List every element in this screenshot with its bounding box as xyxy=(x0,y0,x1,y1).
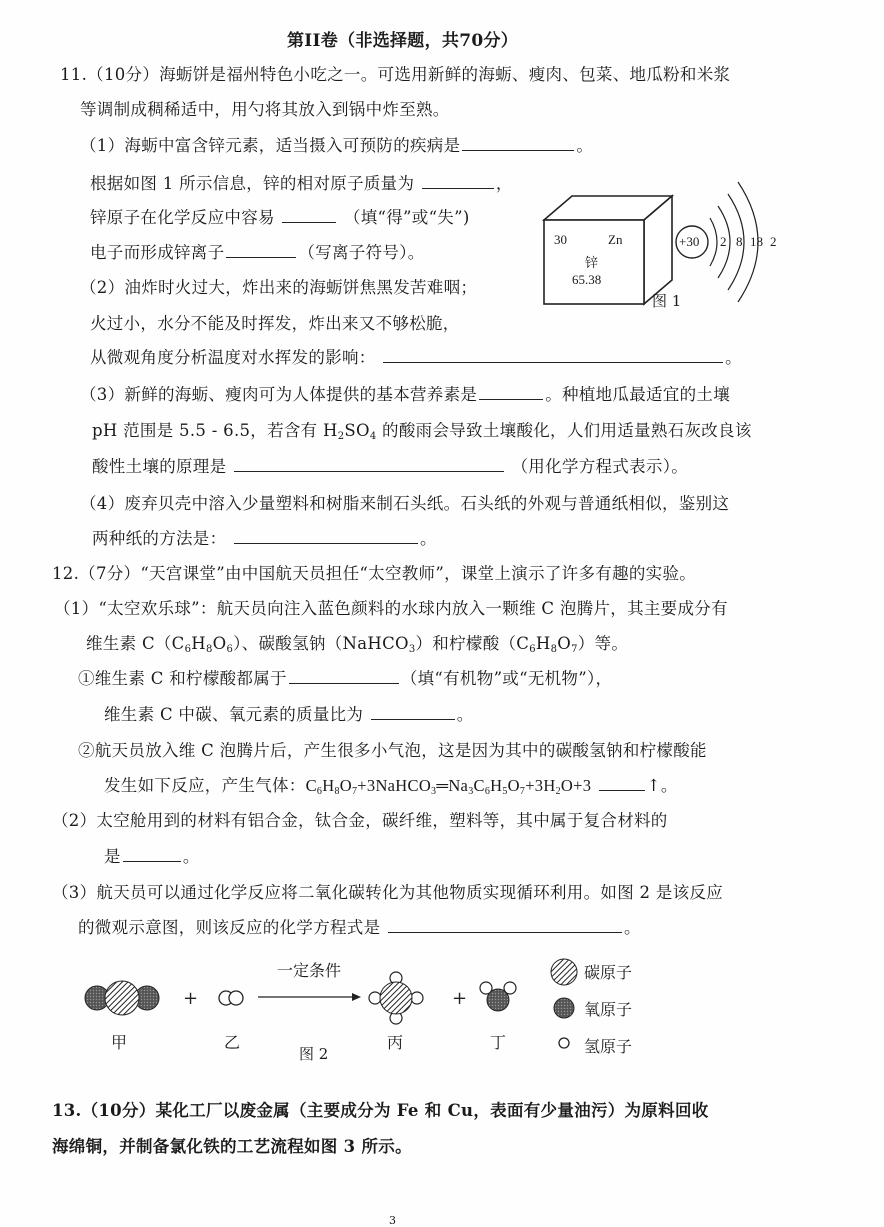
answer-blank-identify-method[interactable] xyxy=(234,529,418,544)
text: 酸性土壤的原理是 xyxy=(92,457,227,476)
section-title: 第II卷（非选择题，共70分） xyxy=(287,31,519,51)
subscript: 6 xyxy=(226,644,234,655)
gas-arrow: ↑。 xyxy=(646,776,678,795)
shell-electrons-2: 8 xyxy=(736,234,743,249)
answer-blank-gain-lose[interactable] xyxy=(282,208,336,223)
punct: 。 xyxy=(182,847,200,866)
q12-part1-line1: （1）“太空欢乐球”：航天员向注入蓝色颜料的水球内放入一颗维 C 泡腾片，其主要成分有 xyxy=(54,599,728,618)
label-jia: 甲 xyxy=(111,1033,128,1052)
page-number: 3 xyxy=(389,1214,396,1227)
q11-part1-line1 xyxy=(80,135,593,157)
punct: ， xyxy=(495,174,513,193)
text: ）、碳酸氢钠（NaHCO xyxy=(233,634,409,653)
answer-blank-mass-ratio[interactable] xyxy=(371,705,455,720)
q11-part4-line1: （4）废弃贝壳中溶入少量塑料和树脂来制石头纸。石头纸的外观与普通纸相似，鉴别这 xyxy=(80,494,730,513)
q11-p3-text: （3）新鲜的海蛎、瘦肉可为人体提供的基本营养素是 xyxy=(80,385,478,404)
q12-sub2-line1: ②航天员放入维 C 泡腾片后，产生很多小气泡，这是因为其中的碳酸氢钠和柠檬酸能 xyxy=(78,741,707,760)
shell-arc-1 xyxy=(710,218,717,266)
punct: 。 xyxy=(725,348,742,367)
answer-blank-evaporation[interactable] xyxy=(383,348,723,363)
answer-blank-ion-symbol[interactable] xyxy=(226,243,296,258)
text: H xyxy=(191,634,206,653)
q11-part2-line3 xyxy=(90,347,742,369)
figure-2 xyxy=(80,950,680,1065)
legend-hydrogen-label: 氢原子 xyxy=(584,1037,633,1056)
answer-blank-equation[interactable] xyxy=(234,457,504,472)
text: SO xyxy=(344,421,370,440)
figure-2-caption: 图 2 xyxy=(299,1045,329,1063)
shell-electrons-4: 2 xyxy=(770,234,777,249)
answer-blank-composite[interactable] xyxy=(123,847,181,862)
hint: （用化学方程式表示）。 xyxy=(511,457,689,476)
atomic-number: 30 xyxy=(554,232,567,247)
subscript: 4 xyxy=(369,431,377,442)
q12-sub1-line1 xyxy=(78,668,612,690)
element-name: 锌 xyxy=(585,255,599,270)
answer-blank-gas[interactable] xyxy=(599,776,645,791)
ch4-molecule xyxy=(369,972,423,1024)
text: 发生如下反应，产生气体： xyxy=(104,776,306,795)
atomic-mass: 65.38 xyxy=(572,272,602,287)
q11-heading-cont: 等调制成稠稀适中，用勺将其放入到锅中炸至熟。 xyxy=(80,100,450,119)
q11-part3-line3 xyxy=(92,456,688,478)
hint: （填“有机物”或“无机物”）， xyxy=(400,669,613,688)
answer-blank-disease[interactable] xyxy=(462,136,574,151)
label-yi: 乙 xyxy=(224,1033,241,1052)
text: 维生素 C（C xyxy=(86,634,185,653)
subscript: 7 xyxy=(571,644,578,655)
q11-part2-line2: 火过小，水分不能及时挥发，炸出来又不够松脆， xyxy=(90,314,460,333)
text: 的微观示意图，则该反应的化学方程式是 xyxy=(78,918,381,937)
text: 维生素 C 中碳、氧元素的质量比为 xyxy=(104,705,364,724)
plus-sign-2: + xyxy=(452,988,468,1009)
legend-carbon-label: 碳原子 xyxy=(584,963,633,982)
nucleus-charge: +30 xyxy=(679,234,700,249)
q11-part1-line4 xyxy=(90,242,425,264)
q12-part2-line2 xyxy=(104,846,200,868)
h2-molecule xyxy=(219,991,243,1005)
hint: （写离子符号）。 xyxy=(298,243,425,262)
legend-hydrogen-icon xyxy=(556,1033,576,1053)
q11-heading: 11.（10分）海蛎饼是福州特色小吃之一。可选用新鲜的海蛎、瘦肉、包菜、地瓜粉和米浆 xyxy=(60,65,731,84)
q12-sub1-line2 xyxy=(104,704,474,726)
q11-p1-text: （1）海蛎中富含锌元素，适当摄入可预防的疾病是 xyxy=(80,136,461,155)
q11-part2-line1: （2）油炸时火过大，炸出来的海蛎饼焦黑发苦难咽； xyxy=(80,278,478,297)
q11-part3-line2 xyxy=(92,420,752,442)
hint: （填“得”或“失”) xyxy=(343,208,470,227)
punct: 。 xyxy=(623,918,641,937)
answer-blank-co2-equation[interactable] xyxy=(388,918,622,933)
subscript: 6 xyxy=(529,644,536,655)
text: ①维生素 C 和柠檬酸都属于 xyxy=(78,669,287,688)
punct: 。 xyxy=(419,529,437,548)
label-bing: 丙 xyxy=(387,1033,404,1052)
h2o-molecule xyxy=(480,982,516,1011)
legend-oxygen-icon xyxy=(554,998,574,1018)
text: O xyxy=(557,634,572,653)
q11-part4-line2 xyxy=(92,528,437,550)
answer-blank-organic[interactable] xyxy=(289,669,399,684)
q12-part1-line2 xyxy=(86,633,628,655)
q11-p2-question: 从微观角度分析温度对水挥发的影响： xyxy=(90,348,376,367)
legend-carbon-icon xyxy=(551,959,577,985)
q12-heading: 12.（7分）“天宫课堂”由中国航天员担任“太空教师”，课堂上演示了许多有趣的实验。 xyxy=(52,564,697,583)
subscript: 8 xyxy=(205,644,213,655)
figure-1-caption: 图 1 xyxy=(652,292,682,310)
q12-part3-line2 xyxy=(78,917,641,939)
subscript: 2 xyxy=(337,431,345,442)
text: ）和柠檬酸（C xyxy=(415,634,530,653)
plus-sign-1: + xyxy=(183,988,199,1009)
punct: 。 xyxy=(576,136,594,155)
text: 是 xyxy=(104,847,121,866)
legend-oxygen-label: 氧原子 xyxy=(584,1000,633,1019)
q11-p1-mass-text: 根据如图 1 所示信息，锌的相对原子质量为 xyxy=(90,174,415,193)
shell-electrons-1: 2 xyxy=(720,234,727,249)
q11-p1-gain-lose-text: 锌原子在化学反应中容易 xyxy=(90,208,275,227)
text: pH 范围是 5.5 - 6.5，若含有 H xyxy=(92,421,338,440)
subscript: 3 xyxy=(408,644,416,655)
reaction-equation: $C_6H_8O_7+3NaHCO_3═Na_3C_6H_5O_7+3H_2O+3$ xyxy=(305,776,592,797)
element-symbol: Zn xyxy=(608,232,623,247)
reaction-condition: 一定条件 xyxy=(277,961,342,980)
q12-part2-line1: （2）太空舱用到的材料有铝合金，钛合金，碳纤维，塑料等，其中属于复合材料的 xyxy=(52,811,668,830)
q11-part3-line1 xyxy=(80,384,730,406)
subscript: 8 xyxy=(550,644,558,655)
text: ）等。 xyxy=(577,634,629,653)
answer-blank-atomic-mass[interactable] xyxy=(422,174,494,189)
q11-part1-line2 xyxy=(90,173,513,195)
figure-1 xyxy=(542,192,782,312)
answer-blank-nutrient[interactable] xyxy=(479,385,543,400)
subscript: 6 xyxy=(184,644,192,655)
shell-electrons-3: 18 xyxy=(750,234,763,249)
q13-heading-cont: 海绵铜，并制备氯化铁的工艺流程如图 3 所示。 xyxy=(52,1137,412,1156)
co2-molecule xyxy=(85,981,159,1015)
q11-p1-ion-text: 电子而形成锌离子 xyxy=(90,243,225,262)
q13-heading: 13.（10分）某化工厂以废金属（主要成分为 Fe 和 Cu，表面有少量油污）为原料回收 xyxy=(52,1101,709,1120)
q11-part1-line3 xyxy=(90,207,470,229)
text: H xyxy=(535,634,551,653)
text: 两种纸的方法是： xyxy=(92,529,227,548)
q11-p3-text-cont: 。种植地瓜最适宜的土壤 xyxy=(545,385,731,404)
text: O xyxy=(212,634,227,653)
q12-sub2-line2 xyxy=(104,775,678,797)
label-ding: 丁 xyxy=(490,1033,507,1052)
text: 的酸雨会导致土壤酸化，人们用适量熟石灰改良该 xyxy=(376,421,752,440)
q12-part3-line1: （3）航天员可以通过化学反应将二氧化碳转化为其他物质实现循环利用。如图 2 是该反应 xyxy=(52,883,724,902)
punct: 。 xyxy=(456,705,474,724)
